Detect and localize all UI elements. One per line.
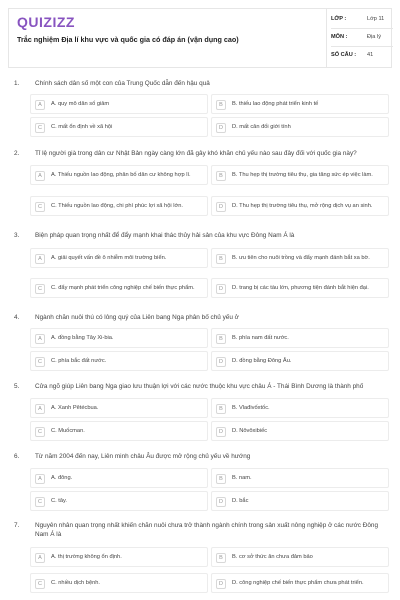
question-text: Chính sách dân số một con của Trung Quốc dẫn đến hậu quả xyxy=(35,80,210,87)
meta-question-count xyxy=(331,49,393,65)
option-text: A. giải quyết vấn đề ô nhiễm môi trường biển. xyxy=(51,254,167,261)
answer-option[interactable] xyxy=(211,328,389,348)
question-number: 5. xyxy=(14,383,20,390)
option-letter-badge: A xyxy=(35,553,45,563)
option-letter-badge: D xyxy=(216,579,226,589)
question-number: 7. xyxy=(14,522,20,529)
option-text: D. Nôvôxibiếc xyxy=(232,427,268,434)
worksheet-title: Trắc nghiệm Địa lí khu vực và quốc gia có đáp án (vận dụng cao) xyxy=(17,35,239,44)
answer-option[interactable] xyxy=(30,398,208,418)
question-number: 2. xyxy=(14,150,20,157)
option-letter-badge: B xyxy=(216,404,226,414)
worksheet-header xyxy=(8,8,392,68)
option-text: B. phía nam đất nước. xyxy=(232,334,289,341)
answer-option[interactable] xyxy=(30,94,208,114)
answer-option[interactable] xyxy=(211,117,389,137)
option-letter-badge: C xyxy=(35,497,45,507)
answer-option[interactable] xyxy=(30,547,208,567)
option-letter-badge: D xyxy=(216,123,226,133)
option-letter-badge: B xyxy=(216,100,226,110)
answer-option[interactable] xyxy=(30,351,208,371)
option-text: D. Thu hẹp thị trường tiêu thụ, mở rộng dịch vụ an sinh. xyxy=(232,202,373,209)
meta-divider-line xyxy=(331,46,393,47)
answer-option[interactable] xyxy=(211,491,389,511)
answer-option[interactable] xyxy=(211,421,389,441)
option-letter-badge: A xyxy=(35,334,45,344)
option-text: A. Xanh Pêtécbua. xyxy=(51,404,99,411)
answer-option[interactable] xyxy=(30,278,208,298)
option-letter-badge: D xyxy=(216,497,226,507)
option-text: A. đông. xyxy=(51,474,73,481)
option-letter-badge: B xyxy=(216,553,226,563)
option-text: D. trang bị các tàu lớn, phương tiện đánh bắt hiện đại. xyxy=(232,284,369,291)
answer-option[interactable] xyxy=(30,248,208,268)
question-number: 4. xyxy=(14,314,20,321)
option-text: C. phía bắc đất nước. xyxy=(51,357,107,364)
option-text: B. ưu tiên cho nuôi trồng và đẩy mạnh đánh bắt xa bờ. xyxy=(232,254,370,261)
option-letter-badge: C xyxy=(35,123,45,133)
option-text: A. đồng bằng Tây Xi-bia. xyxy=(51,334,114,341)
answer-option[interactable] xyxy=(30,165,208,185)
answer-option[interactable] xyxy=(211,468,389,488)
meta-count-value: 41 xyxy=(367,52,374,58)
option-letter-badge: B xyxy=(216,171,226,181)
answer-option[interactable] xyxy=(30,491,208,511)
answer-option[interactable] xyxy=(30,573,208,593)
question-number: 6. xyxy=(14,453,20,460)
answer-option[interactable] xyxy=(30,421,208,441)
answer-option[interactable] xyxy=(211,248,389,268)
option-letter-badge: A xyxy=(35,100,45,110)
question-text: Cửa ngõ giúp Liên bang Nga giao lưu thuận lợi với các nước thuộc khu vực châu Á - Thái Bình Dương là thành phố xyxy=(35,383,364,390)
option-letter-badge: B xyxy=(216,474,226,484)
option-letter-badge: B xyxy=(216,254,226,264)
option-text: B. nam. xyxy=(232,474,252,481)
meta-grade-label: LỚP : xyxy=(331,16,347,22)
question-text: Từ năm 2004 đến nay, Liên minh châu Âu được mở rộng chủ yếu về hướng xyxy=(35,453,251,460)
option-letter-badge: B xyxy=(216,334,226,344)
meta-grade-value: Lớp 11 xyxy=(367,16,385,22)
answer-option[interactable] xyxy=(30,117,208,137)
answer-option[interactable] xyxy=(211,351,389,371)
option-text: C. tây. xyxy=(51,497,68,504)
option-letter-badge: D xyxy=(216,284,226,294)
option-text: D. đồng bằng Đông Âu. xyxy=(232,357,292,364)
meta-subject xyxy=(331,31,393,47)
option-text: C. đẩy mạnh phát triển công nghiệp chế biến thực phẩm. xyxy=(51,284,195,291)
question-number: 3. xyxy=(14,232,20,239)
option-text: B. Vlađivốxtốc. xyxy=(232,404,270,411)
option-letter-badge: C xyxy=(35,202,45,212)
option-letter-badge: A xyxy=(35,474,45,484)
answer-option[interactable] xyxy=(30,468,208,488)
meta-divider-line xyxy=(331,28,393,29)
option-letter-badge: A xyxy=(35,404,45,414)
question-number: 1. xyxy=(14,80,20,87)
option-letter-badge: C xyxy=(35,284,45,294)
answer-option[interactable] xyxy=(211,278,389,298)
answer-option[interactable] xyxy=(30,328,208,348)
option-text: B. cơ sở thức ăn chưa đảm bảo xyxy=(232,553,313,560)
option-text: C. nhiều dịch bệnh. xyxy=(51,579,101,586)
option-text: C. Thiếu nguồn lao động, chi phí phúc lợi xã hội lớn. xyxy=(51,202,183,209)
option-text: C. Muốcman. xyxy=(51,427,85,434)
answer-option[interactable] xyxy=(211,165,389,185)
option-text: D. bắc xyxy=(232,497,249,504)
answer-option[interactable] xyxy=(211,398,389,418)
answer-option[interactable] xyxy=(211,196,389,216)
option-letter-badge: C xyxy=(35,427,45,437)
question-text: Tỉ lệ người già trong dân cư Nhật Bản ngày càng lớn đã gây khó khăn chủ yếu nào sau đây đối với quốc gia này? xyxy=(35,150,357,157)
option-letter-badge: D xyxy=(216,357,226,367)
question-text: Nguyên nhân quan trọng nhất khiến chăn nuôi chưa trở thành ngành chính trong sản xuất nông nghiệp ở các nước Đông Nam Á là xyxy=(35,522,379,538)
meta-subject-value: Địa lý xyxy=(367,34,381,40)
option-letter-badge: D xyxy=(216,202,226,212)
option-letter-badge: C xyxy=(35,357,45,367)
meta-grade xyxy=(331,13,393,29)
question-text: Ngành chăn nuôi thú có lông quý của Liên bang Nga phân bố chủ yếu ở xyxy=(35,314,239,321)
meta-subject-label: MÔN : xyxy=(331,34,348,40)
option-text: A. quy mô dân số giảm xyxy=(51,100,110,107)
option-text: C. mất ổn định về xã hội xyxy=(51,123,113,130)
question-text: Biện pháp quan trọng nhất để đẩy mạnh khai thác thủy hải sản của khu vực Đông Nam Á là xyxy=(35,232,295,239)
option-text: B. thiếu lao động phát triển kinh tế xyxy=(232,100,319,107)
quizizz-logo: QUIZIZZ xyxy=(17,14,75,30)
option-text: B. Thu hẹp thị trường tiêu thụ, gia tăng sức ép việc làm. xyxy=(232,171,373,178)
option-text: D. mất cân đối giới tính xyxy=(232,123,291,130)
meta-count-label: SỐ CÂU : xyxy=(331,52,357,58)
option-letter-badge: D xyxy=(216,427,226,437)
meta-divider xyxy=(326,9,327,67)
answer-option[interactable] xyxy=(211,573,389,593)
option-letter-badge: A xyxy=(35,171,45,181)
option-letter-badge: A xyxy=(35,254,45,264)
option-text: D. công nghiệp chế biến thực phẩm chưa phát triển. xyxy=(232,579,364,586)
option-letter-badge: C xyxy=(35,579,45,589)
option-text: A. thị trường không ổn định. xyxy=(51,553,122,560)
answer-option[interactable] xyxy=(211,94,389,114)
option-text: A. Thiếu nguồn lao động, phân bố dân cư không hợp lí. xyxy=(51,171,191,178)
answer-option[interactable] xyxy=(30,196,208,216)
answer-option[interactable] xyxy=(211,547,389,567)
